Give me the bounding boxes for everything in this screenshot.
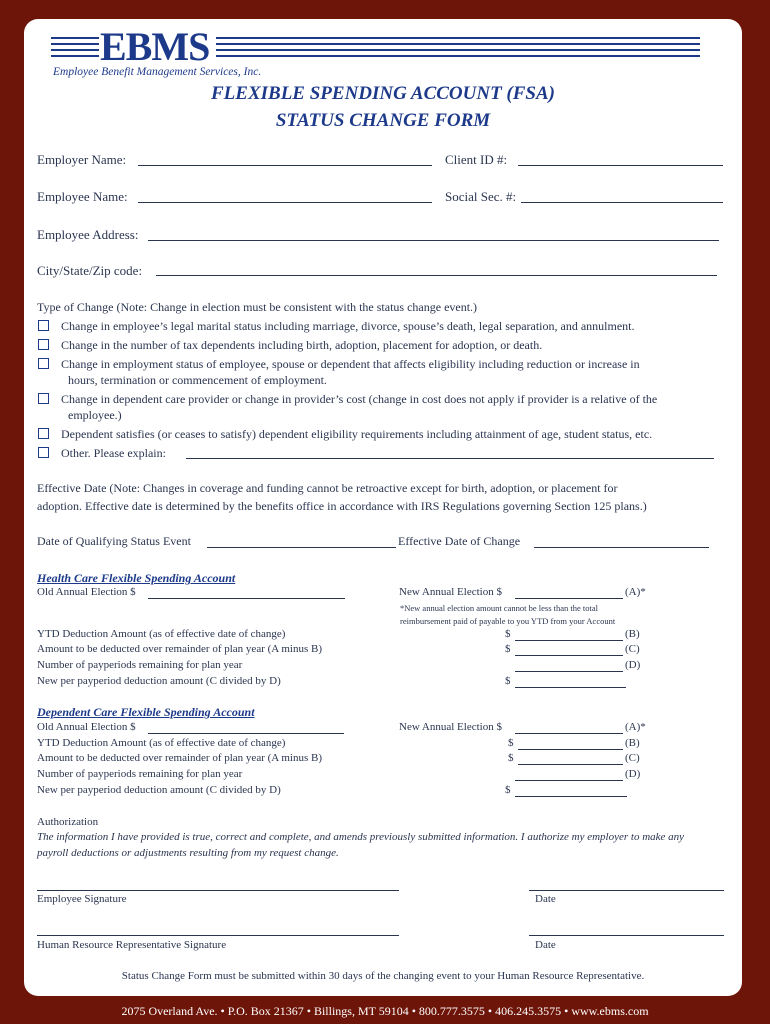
effective-change-date-field[interactable] — [534, 547, 709, 548]
checkbox-icon[interactable] — [38, 393, 49, 404]
dc-row-remainder: Amount to be deducted over remainder of plan year (A minus B) — [37, 752, 323, 764]
employee-address-label: Employee Address: — [37, 227, 139, 242]
employer-name-label: Employer Name: — [37, 152, 127, 167]
city-state-zip-label: City/State/Zip code: — [37, 263, 143, 278]
hc-code-d: (D) — [625, 659, 641, 671]
qualifying-date-field[interactable] — [207, 547, 396, 548]
dc-code-b: (B) — [625, 737, 640, 749]
dependent-care-heading: Dependent Care Flexible Spending Account — [37, 705, 255, 719]
hr-signature-field[interactable] — [37, 935, 399, 936]
dc-dollar-b: $ — [508, 737, 514, 749]
hc-field-new-deduction[interactable] — [515, 687, 626, 688]
employer-name-field[interactable] — [138, 165, 432, 166]
change-option-employment[interactable]: Change in employment status of employee, spouse or dependent that affects eligibility including reduction or increase in — [38, 357, 640, 372]
hc-field-c[interactable] — [515, 655, 623, 656]
employee-name-label: Employee Name: — [37, 189, 128, 204]
hr-date-field[interactable] — [529, 935, 724, 936]
employee-signature-label: Employee Signature — [37, 893, 127, 905]
dc-row-ytd: YTD Deduction Amount (as of effective date of change) — [37, 737, 286, 749]
city-state-zip-field[interactable] — [156, 275, 717, 276]
footer-contact: 2075 Overland Ave. • P.O. Box 21367 • Billings, MT 59104 • 800.777.3575 • 406.245.3575 • www.ebms.com — [121, 1004, 649, 1018]
hc-row-ytd: YTD Deduction Amount (as of effective date of change) — [37, 628, 286, 640]
employee-date-label: Date — [535, 893, 556, 905]
client-id-field[interactable] — [518, 165, 723, 166]
hc-field-b[interactable] — [515, 640, 623, 641]
dc-new-election-label: New Annual Election $ — [399, 721, 502, 733]
other-explain-field[interactable] — [186, 458, 714, 459]
change-option-eligibility[interactable]: Dependent satisfies (or ceases to satisfy) dependent eligibility requirements including attainment of age, student status, etc. — [38, 427, 652, 442]
change-option-marital[interactable]: Change in employee’s legal marital status including marriage, divorce, spouse’s death, legal separation, and annulment. — [38, 319, 635, 334]
dc-field-d[interactable] — [515, 780, 623, 781]
hr-date-label: Date — [535, 939, 556, 951]
hc-row-remainder: Amount to be deducted over remainder of plan year (A minus B) — [37, 643, 323, 655]
health-care-heading: Health Care Flexible Spending Account — [37, 571, 236, 585]
hc-note-line2: reimbursement paid of payable to you YTD from your Account — [400, 616, 616, 626]
employee-date-field[interactable] — [529, 890, 724, 891]
hc-code-c: (C) — [625, 643, 640, 655]
dc-code-d: (D) — [625, 768, 641, 780]
dc-row-new-deduction: New per payperiod deduction amount (C divided by D) — [37, 784, 281, 796]
dc-code-c: (C) — [625, 752, 640, 764]
hc-old-election-field[interactable] — [148, 598, 345, 599]
dc-field-c[interactable] — [518, 764, 623, 765]
ebms-logo: EBMS — [100, 24, 210, 69]
dc-old-election-field[interactable] — [148, 733, 344, 734]
dc-field-b[interactable] — [518, 749, 623, 750]
hc-new-election-label: New Annual Election $ — [399, 586, 502, 598]
hc-code-b: (B) — [625, 628, 640, 640]
hc-code-a: (A)* — [625, 586, 646, 598]
effective-change-date-label: Effective Date of Change — [398, 534, 521, 548]
form-page — [24, 19, 742, 996]
change-option-dependents[interactable]: Change in the number of tax dependents including birth, adoption, placement for adoption, or death. — [38, 338, 542, 353]
dc-old-election-label: Old Annual Election $ — [37, 721, 136, 733]
hc-row-new-deduction: New per payperiod deduction amount (C divided by D) — [37, 675, 281, 687]
authorization-text-line1: The information I have provided is true, correct and complete, and amends previously submitted information. I authorize my employer to make any — [37, 831, 685, 843]
authorization-heading: Authorization — [37, 816, 99, 828]
hc-note-line1: *New annual election amount cannot be less than the total — [400, 603, 599, 613]
logo-bars-left — [51, 37, 99, 61]
checkbox-icon[interactable] — [38, 358, 49, 369]
change-option-provider-cont: employee.) — [68, 408, 122, 422]
checkbox-icon[interactable] — [38, 428, 49, 439]
social-sec-field[interactable] — [521, 202, 723, 203]
hc-row-payperiods: Number of payperiods remaining for plan year — [37, 659, 243, 671]
effective-date-note-line2: adoption. Effective date is determined by the benefits office in accordance with IRS Regulations governing Section 125 plans.) — [37, 499, 647, 513]
dc-dollar-c: $ — [508, 752, 514, 764]
hc-dollar-new: $ — [505, 675, 511, 687]
dc-field-new-deduction[interactable] — [515, 796, 627, 797]
hc-new-election-field[interactable] — [515, 598, 623, 599]
client-id-label: Client ID #: — [445, 152, 508, 167]
hc-dollar-c: $ — [505, 643, 511, 655]
hc-field-d[interactable] — [515, 671, 623, 672]
social-sec-label: Social Sec. #: — [445, 189, 517, 204]
form-title-line2: STATUS CHANGE FORM — [275, 110, 491, 131]
checkbox-icon[interactable] — [38, 447, 49, 458]
employee-address-field[interactable] — [148, 240, 719, 241]
change-option-provider[interactable]: Change in dependent care provider or change in provider’s cost (change in cost does not apply if provider is a relative of the — [38, 392, 657, 407]
logo-tagline: Employee Benefit Management Services, Inc. — [53, 66, 262, 78]
hr-signature-label: Human Resource Representative Signature — [37, 939, 227, 951]
qualifying-date-label: Date of Qualifying Status Event — [37, 534, 191, 548]
change-option-other[interactable]: Other. Please explain: — [38, 446, 166, 461]
dc-row-payperiods: Number of payperiods remaining for plan year — [37, 768, 243, 780]
employee-name-field[interactable] — [138, 202, 432, 203]
checkbox-icon[interactable] — [38, 339, 49, 350]
hc-dollar-b: $ — [505, 628, 511, 640]
hc-old-election-label: Old Annual Election $ — [37, 586, 136, 598]
form-title-line1: FLEXIBLE SPENDING ACCOUNT (FSA) — [211, 83, 555, 104]
submit-note: Status Change Form must be submitted within 30 days of the changing event to your Human Resource Representative. — [121, 970, 645, 982]
authorization-text-line2: payroll deductions or adjustments resulting from my request change. — [37, 847, 339, 859]
effective-date-note-line1: Effective Date (Note: Changes in coverage and funding cannot be retroactive except for birth, adoption, or placement for — [37, 481, 618, 495]
dc-dollar-new: $ — [505, 784, 511, 796]
logo-bars-right — [216, 37, 700, 61]
type-of-change-heading: Type of Change (Note: Change in election must be consistent with the status change event.) — [37, 300, 478, 314]
checkbox-icon[interactable] — [38, 320, 49, 331]
dc-new-election-field[interactable] — [515, 733, 623, 734]
employee-signature-field[interactable] — [37, 890, 399, 891]
change-option-employment-cont: hours, termination or commencement of employment. — [68, 373, 327, 387]
dc-code-a: (A)* — [625, 721, 646, 733]
